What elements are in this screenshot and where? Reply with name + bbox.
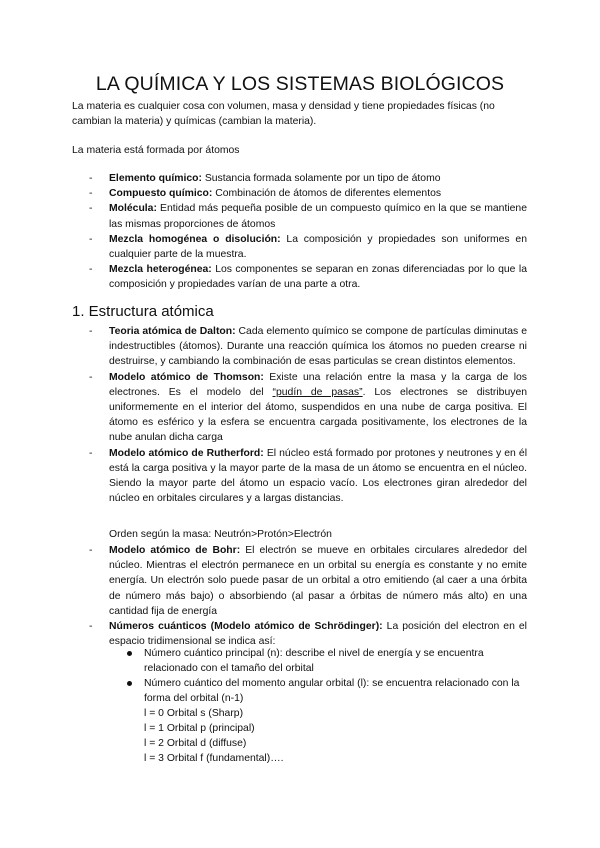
definition-term: Molécula: xyxy=(109,203,157,215)
model-text: Existe una relación entre la masa y la carga de los electrones. Es el modelo del xyxy=(109,371,527,398)
definition-item xyxy=(109,201,527,231)
definition-item xyxy=(109,262,527,292)
definition-text: Combinación de átomos de diferentes elementos xyxy=(212,188,442,200)
quantum-bullet-item: Número cuántico del momento angular orbital (l): se encuentra relacionado con la forma del orbital (n-1) xyxy=(144,676,527,706)
pudin-de-pasas-link[interactable]: “pudín de pasas” xyxy=(272,386,363,398)
intro-paragraph-2: La materia está formada por átomos xyxy=(72,145,240,156)
model-text: El núcleo está formado por protones y neutrones y en él está la carga positiva y la mayor parte de la masa de un átomo se encuentra en el núcleo. Siendo la mayor parte del átomo un espacio vacío. Los electrones giran alrededor del núcleo en orbitales circulares y a largas distancias. xyxy=(109,447,528,505)
model-text: El electrón se mueve en orbitales circulares alrededor del núcleo. Mientras el electrón permanece en un orbital su energía es constante y no emite energía. Un electrón solo puede pasar de un orbital a otro emitiendo (al caer a una órbita de número más bajo) o absorbiendo (al pasar a órbitas de número más alto) en una cantidad fija de energía xyxy=(109,545,527,617)
model-text: Cada elemento químico se compone de partículas diminutas e indestructibles (átomos). Durante una reacción química los átomos no pueden crearse ni destruirse, y cambiando la combinación de esas particulas se crean distintos elementos. xyxy=(109,326,527,368)
model-item-thomson xyxy=(109,370,527,446)
model-term: Números cuánticos (Modelo atómico de Schrödinger): xyxy=(109,621,383,633)
definition-text: Los componentes se separan en zonas diferenciadas por lo que la composición y propiedades varían de una parte a otra. xyxy=(109,264,527,291)
model-term: Modelo atómico de Rutherford: xyxy=(109,447,264,459)
orbital-line: l = 3 Orbital f (fundamental)…. xyxy=(144,753,284,764)
model-text: La posición del electron en el espacio tridimensional se indica así: xyxy=(109,621,527,648)
model-term: Modelo atómico de Thomson: xyxy=(109,371,264,383)
definition-item xyxy=(109,232,527,262)
definition-text: La composición y propiedades son uniformes en cualquier parte de la muestra. xyxy=(109,233,527,261)
model-text: . Los electrones se distribuyen uniformemente en el interior del átomo, suspendidos en una nube de carga positiva. El átomo es esférico y la esfera se encuentra cargada positivamente, los electrones de la nube anulan dicha carga xyxy=(109,386,527,444)
definition-term: Elemento químico: xyxy=(109,173,202,184)
definition-text: Sustancia formada solamente por un tipo de átomo xyxy=(201,173,441,184)
model-item-quantum xyxy=(109,619,527,649)
definition-term: Mezcla heterogénea: xyxy=(109,264,212,276)
definition-item xyxy=(109,171,527,186)
atomic-models-list xyxy=(109,324,527,506)
intro-paragraph: La materia es cualquier cosa con volumen, masa y densidad y tiene propiedades físicas (no cambian la materia) y químicas (cambian la materia). xyxy=(72,101,495,128)
model-item-bohr xyxy=(109,543,527,619)
definition-text: Entidad más pequeña posible de un compuesto químico en la que se mantiene las mismas proporciones de átomos xyxy=(109,203,527,230)
orbital-line: l = 0 Orbital s (Sharp) xyxy=(144,708,244,719)
quantum-bullets xyxy=(144,646,527,676)
definition-term: Mezcla homogénea o disolución: xyxy=(109,233,281,245)
model-term: Modelo atómico de Bohr: xyxy=(109,545,241,556)
definitions-list xyxy=(109,171,527,293)
mass-order-note: Orden según la masa: Neutrón>Protón>Electrón xyxy=(109,529,332,540)
orbital-line: l = 2 Orbital d (diffuse) xyxy=(144,738,247,749)
quantum-bullet-item: Número cuántico principal (n): describe el nivel de energía y se encuentra relacionado con el tamaño del orbital xyxy=(144,646,527,676)
atomic-models-list-2 xyxy=(109,543,527,649)
definition-term: Compuesto químico: xyxy=(109,188,213,200)
model-item-rutherford xyxy=(109,446,527,507)
model-term: Teoria atómica de Dalton: xyxy=(109,326,236,337)
definition-item xyxy=(109,186,527,201)
quantum-bullets-2 xyxy=(144,676,527,706)
page-title: LA QUÍMICA Y LOS SISTEMAS BIOLÓGICOS xyxy=(95,73,505,95)
section-heading: 1. Estructura atómica xyxy=(72,303,214,320)
model-item-dalton xyxy=(109,324,527,370)
orbital-line: l = 1 Orbital p (principal) xyxy=(144,723,255,734)
